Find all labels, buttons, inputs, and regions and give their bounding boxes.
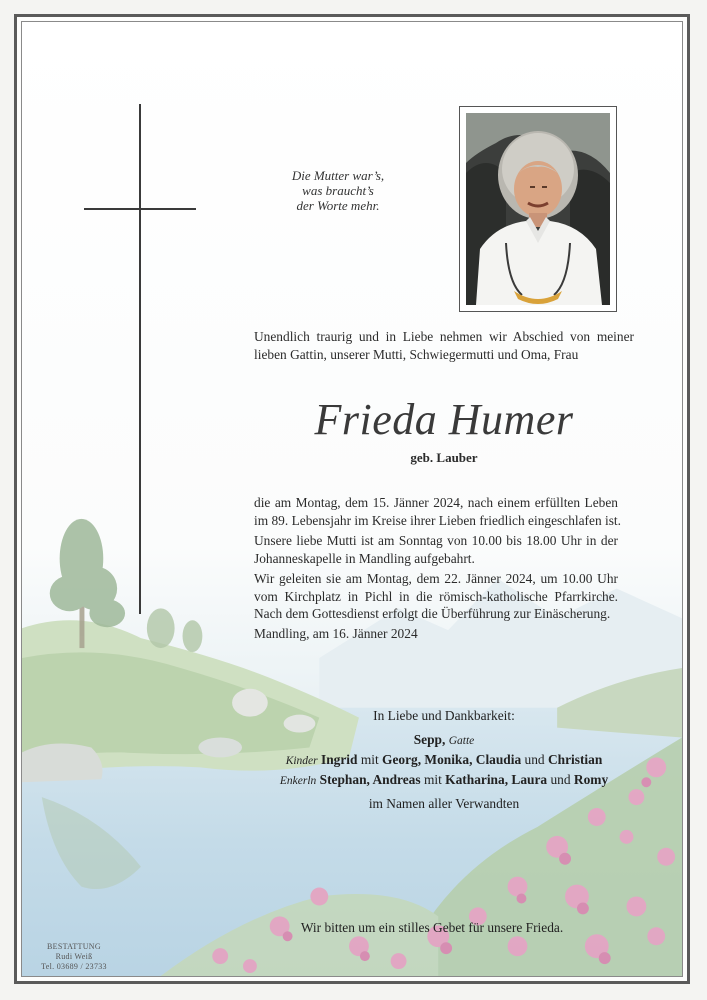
imprint-line: Tel. 03689 / 23733	[41, 962, 107, 971]
motto-line: der Worte mehr.	[296, 198, 380, 213]
viewing-notice	[254, 532, 618, 567]
connector-text: mit	[423, 772, 442, 787]
motto	[268, 168, 408, 213]
child-partner-name: Christian	[547, 752, 603, 767]
obituary-sheet	[14, 14, 690, 984]
child-name: Ingrid	[321, 752, 358, 767]
death-notice-line: die am Montag, dem 15. Jänner 2024, nach einem erfüllten Leben	[254, 495, 618, 510]
deceased-name: Frieda Humer	[314, 395, 574, 444]
motto-line: was braucht’s	[302, 183, 374, 198]
grandchildren-role: Enkerln	[279, 775, 317, 787]
relatives-line: im Namen aller Verwandten	[368, 796, 520, 811]
cross-horizontal	[84, 208, 196, 210]
child-partner-names: Georg, Monika, Claudia	[382, 752, 522, 767]
intro-paragraph	[254, 328, 634, 363]
place-date-text: Mandling, am 16. Jänner 2024	[254, 626, 418, 641]
intro-line: Unendlich traurig und in Liebe nehmen wir Abschied von meiner	[254, 329, 634, 344]
spouse-role: Gatte	[448, 735, 475, 747]
closing-prayer: Wir bitten um ein stilles Gebet für unsere Frieda.	[300, 920, 564, 935]
funeral-line: vom Kirchplatz in Pichl in die römisch-katholische Pfarrkirche.	[254, 588, 618, 604]
place-date	[254, 625, 618, 643]
funeral-line: Wir geleiten sie am Montag, dem 22. Jänner 2024, um 10.00 Uhr	[254, 571, 618, 586]
connector-text: mit	[360, 752, 379, 767]
funeral-notice	[254, 570, 618, 623]
connector-text: und	[550, 772, 571, 787]
children-role: Kinder	[285, 755, 318, 767]
motto-line: Die Mutter war’s,	[291, 168, 385, 183]
inner-frame	[21, 21, 683, 977]
intro-line: lieben Gattin, unserer Mutti, Schwiegermutti und Oma, Frau	[254, 346, 579, 362]
mourners-heading: In Liebe und Dankbarkeit:	[373, 708, 515, 723]
children-line	[254, 752, 634, 768]
grandchild-partner-name: Romy	[573, 772, 609, 787]
viewing-line: Unsere liebe Mutti ist am Sonntag von 10.00 bis 18.00 Uhr in der	[254, 533, 618, 548]
imprint-line: BESTATTUNG	[47, 942, 101, 951]
funeral-line: Nach dem Gottesdienst erfolgt die Überführung zur Einäscherung.	[254, 606, 611, 621]
connector-text: und	[524, 752, 545, 767]
death-notice	[254, 494, 621, 529]
spouse-line	[254, 732, 634, 748]
imprint-line: Rudi Weiß	[55, 952, 93, 961]
maiden-name: geb. Lauber	[410, 450, 478, 465]
cross-vertical	[139, 104, 141, 614]
grandchildren-line	[254, 772, 634, 788]
grandchild-partner-names: Katharina, Laura	[445, 772, 548, 787]
grandchild-names: Stephan, Andreas	[319, 772, 421, 787]
viewing-line: Johanneskapelle in Mandling aufgebahrt.	[254, 550, 475, 566]
portrait-photo	[459, 106, 617, 312]
death-notice-line: im 89. Lebensjahr im Kreise ihrer Lieben friedlich eingeschlafen ist.	[254, 512, 621, 528]
spouse-name: Sepp,	[413, 732, 446, 747]
portrait-image	[466, 113, 610, 305]
funeral-home-imprint	[38, 942, 110, 972]
